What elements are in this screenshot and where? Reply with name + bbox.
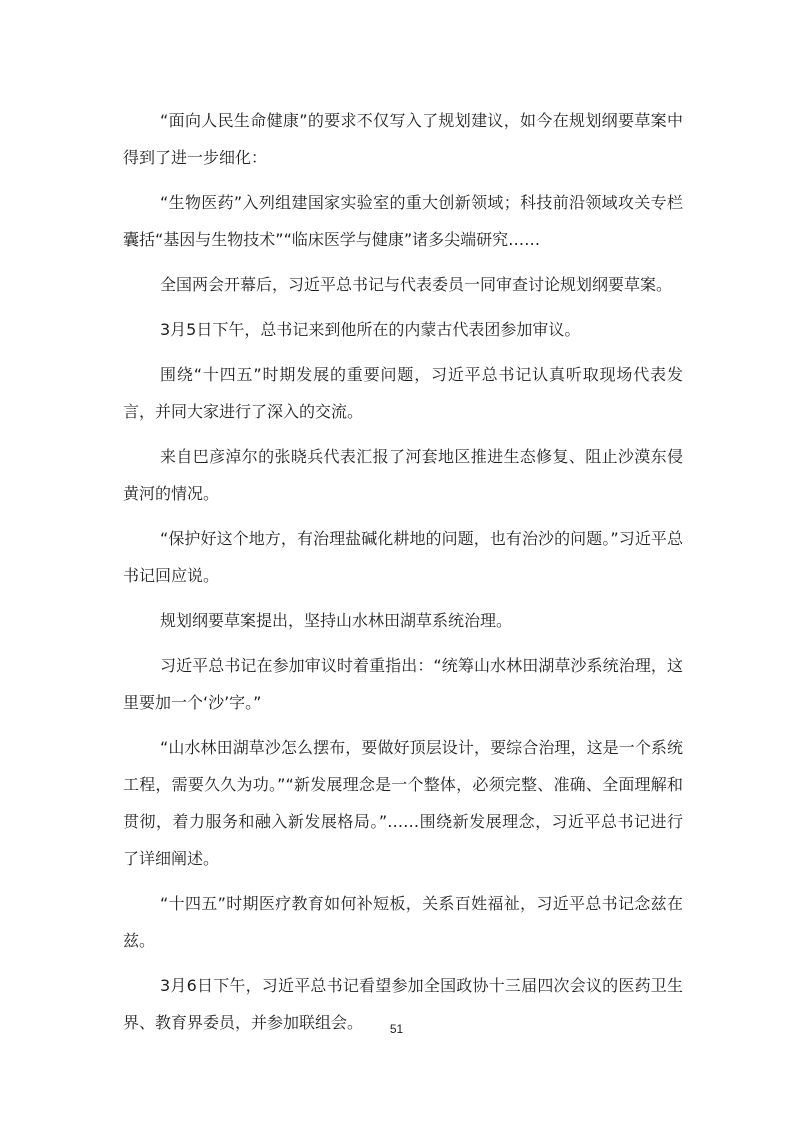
paragraph: 3月6日下午，习近平总书记看望参加全国政协十三届四次会议的医药卫生界、教育界委员，并参加联组会。 — [123, 976, 683, 1032]
paragraph: “山水林田湖草沙怎么摆布，要做好顶层设计，要综合治理，这是一个系统工程，需要久久为功。”“新发展理念是一个整体，必须完整、准确、全面理解和贯彻，着力服务和融入新发展格局。”……围绕新发展理念，习近平总书记进行了详细阐述。 — [123, 738, 683, 868]
paragraph: 围绕“十四五”时期发展的重要问题，习近平总书记认真听取现场代表发言，并同大家进行了深入的交流。 — [123, 365, 683, 421]
paragraph: “保护好这个地方，有治理盐碱化耕地的问题，也有治沙的问题。”习近平总书记回应说。 — [123, 529, 683, 585]
paragraph: 全国两会开幕后，习近平总书记与代表委员一同审查讨论规划纲要草案。 — [160, 275, 673, 294]
paragraph: “面向人民生命健康”的要求不仅写入了规划建议，如今在规划纲要草案中得到了进一步细化： — [123, 111, 683, 167]
paragraph: “十四五”时期医疗教育如何补短板，关系百姓福祉，习近平总书记念兹在兹。 — [123, 894, 683, 950]
paragraph: 习近平总书记在参加审议时着重指出：“统筹山水林田湖草沙系统治理，这里要加一个‘沙’字。” — [123, 656, 683, 712]
body-text — [123, 102, 683, 1049]
paragraph: 3月5日下午，总书记来到他所在的内蒙古代表团参加审议。 — [160, 320, 581, 339]
paragraph: 来自巴彦淖尔的张晓兵代表汇报了河套地区推进生态修复、阻止沙漠东侵黄河的情况。 — [123, 447, 683, 503]
paragraph: “生物医药”入列组建国家实验室的重大创新领域；科技前沿领域攻关专栏囊括“基因与生物技术”“临床医学与健康”诸多尖端研究…… — [123, 193, 683, 249]
paragraph: 规划纲要草案提出，坚持山水林田湖草系统治理。 — [160, 611, 513, 630]
page-number: 51 — [389, 1022, 404, 1036]
